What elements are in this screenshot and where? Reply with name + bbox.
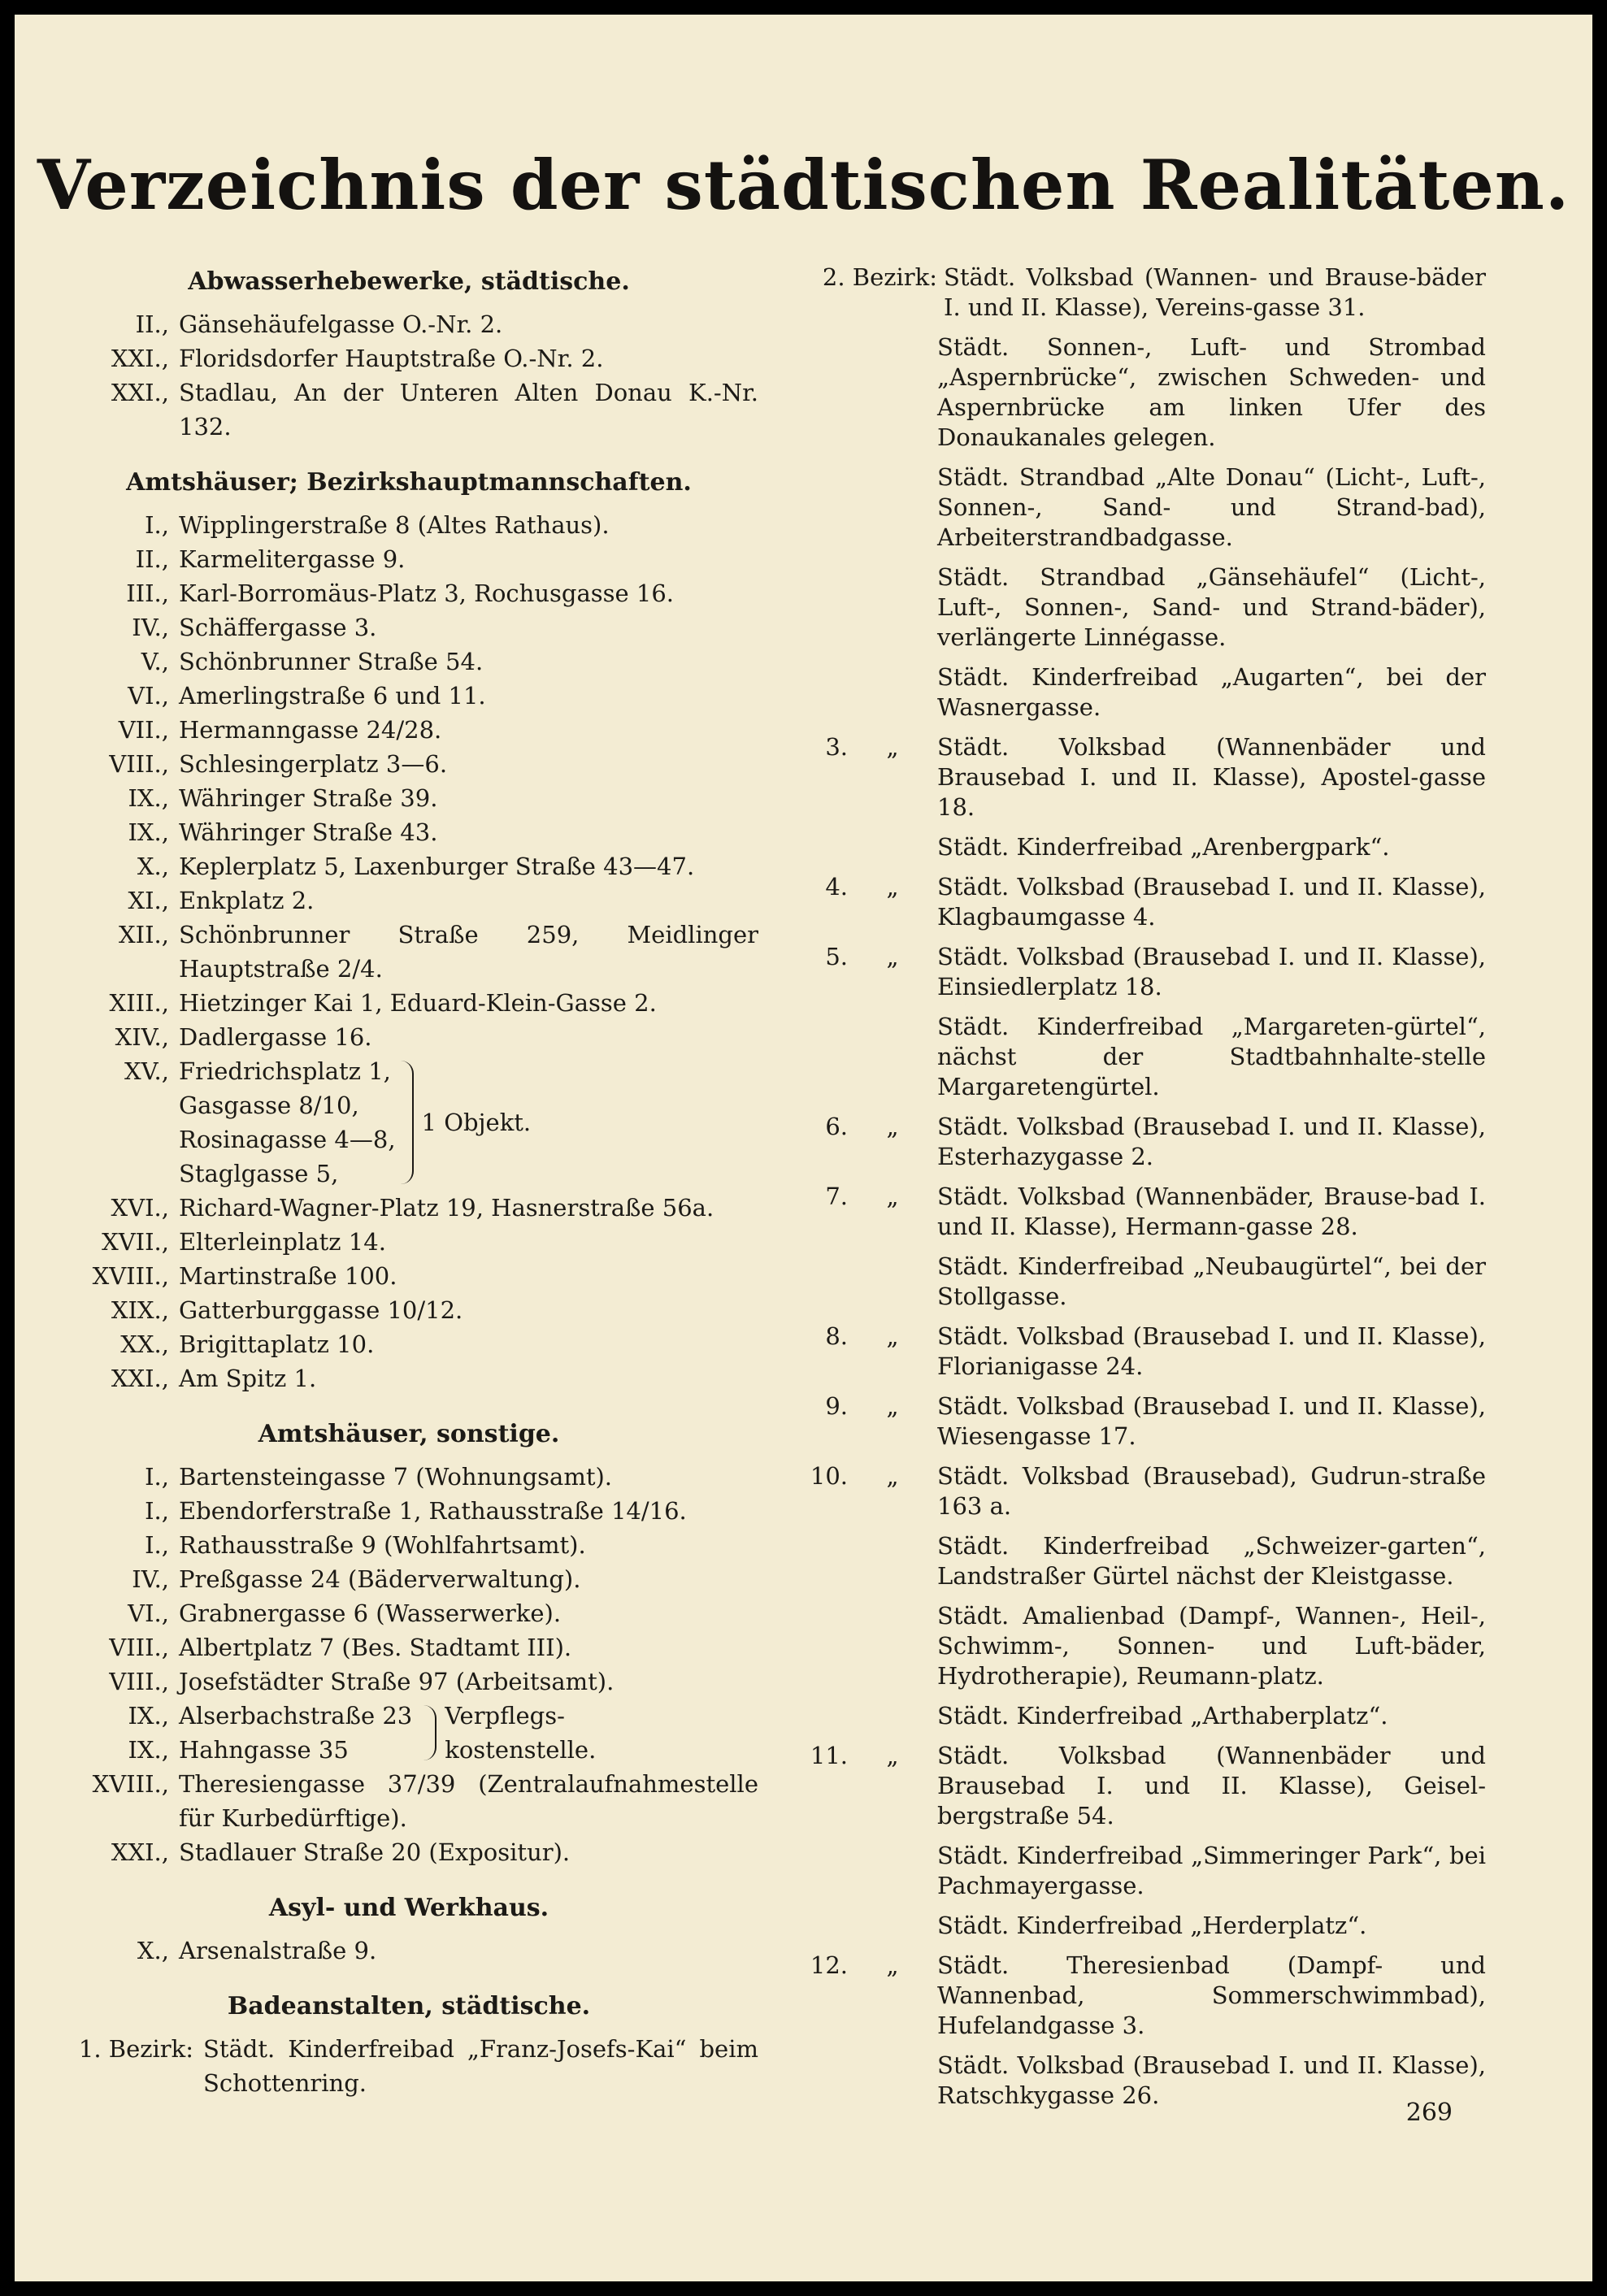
ditto-mark: „: [886, 733, 899, 761]
list-item: [771, 1741, 1486, 1831]
list-item: [771, 1391, 1486, 1452]
list-item: [59, 986, 758, 1020]
district-number: 9.: [825, 1392, 848, 1420]
curly-brace: [401, 1061, 414, 1184]
list-item: [59, 781, 758, 815]
entry-list: [59, 307, 758, 444]
facility-text: Städt. Kinderfreibad „Arthaberplatz“.: [937, 1702, 1388, 1730]
address-text: Stadlauer Straße 20 (Expositur).: [179, 1838, 571, 1866]
facility-text: Städt. Volksbad (Wannen- und Brause-bäder I. und II. Klasse), Vereins-gasse 31.: [944, 263, 1486, 321]
district-number: IX.,: [128, 1702, 169, 1730]
section-heading: Amtshäuser, sonstige.: [258, 1420, 560, 1448]
facility-text: Städt. Volksbad (Wannenbäder und Brausebad I. und II. Klasse), Geisel-bergstraße 54.: [937, 1742, 1486, 1829]
document-page: [15, 15, 1592, 2281]
address-text: Dadlergasse 16.: [179, 1023, 372, 1051]
address-text: Enkplatz 2.: [179, 887, 315, 914]
address-text: Theresiengasse 37/39 (Zentralaufnahmestelle für Kurbedürftige).: [179, 1770, 758, 1832]
address-text: Karmelitergasse 9.: [179, 545, 406, 573]
list-item: [771, 1182, 1486, 1242]
list-item: [771, 263, 1486, 323]
facility-text: Städt. Strandbad „Gänsehäufel“ (Licht-, Luft-, Sonnen-, Sand- und Strand-bäder), verlängerte Linnégasse.: [937, 563, 1486, 651]
brace-note-line: Verpflegs-: [445, 1702, 565, 1730]
address-text: Richard-Wagner-Platz 19, Hasnerstraße 56a.: [179, 1194, 714, 1222]
district-number: XVIII.,: [92, 1262, 169, 1290]
district-number: XXI.,: [111, 345, 169, 372]
brace-note: 1 Objekt.: [421, 1109, 532, 1136]
address-text: Währinger Straße 39.: [179, 784, 438, 812]
address-text: Ebendorferstraße 1, Rathausstraße 14/16.: [179, 1497, 687, 1525]
address-text: Karl-Borromäus-Platz 3, Rochusgasse 16.: [179, 579, 674, 607]
list-item: [59, 1327, 758, 1361]
list-item: [59, 1562, 758, 1596]
list-item: [59, 1020, 758, 1054]
list-item: [59, 747, 758, 781]
ditto-mark: „: [886, 1742, 899, 1769]
list-item: [59, 2032, 758, 2100]
address-text: Preßgasse 24 (Bäderverwaltung).: [179, 1565, 581, 1593]
district-number: II.,: [135, 545, 169, 573]
list-item: [771, 1461, 1486, 1521]
list-item: [59, 713, 758, 747]
list-item: [771, 1112, 1486, 1172]
ditto-mark: „: [886, 943, 899, 970]
section-heading: Abwasserhebewerke, städtische.: [188, 267, 630, 296]
district-label: 1. Bezirk:: [78, 2035, 193, 2063]
facility-text: Städt. Volksbad (Brausebad I. und II. Klasse), Einsiedlerplatz 18.: [937, 943, 1486, 1000]
district-number: VII.,: [118, 716, 169, 744]
list-item: [59, 1596, 758, 1630]
district-number: XXI.,: [111, 379, 169, 406]
facility-text: Städt. Volksbad (Brausebad I. und II. Klasse), Florianigasse 24.: [937, 1322, 1486, 1380]
braced-address-lines: [59, 1699, 412, 1767]
entry-list: [59, 1460, 758, 1869]
list-item: [59, 508, 758, 542]
district-number: IV.,: [132, 1565, 169, 1593]
list-item: [59, 610, 758, 645]
district-number: XIII.,: [109, 989, 169, 1017]
facility-text: Städt. Volksbad (Wannenbäder, Brause-bad I. und II. Klasse), Hermann-gasse 28.: [937, 1183, 1486, 1240]
address-text: Hermanngasse 24/28.: [179, 716, 442, 744]
list-item: [59, 1630, 758, 1664]
address-line: Rosinagasse 4—8,: [179, 1126, 396, 1153]
district-number: XI.,: [128, 887, 169, 914]
district-number: XV.,: [124, 1057, 169, 1085]
ditto-mark: „: [886, 1113, 899, 1140]
facility-text: Städt. Volksbad (Brausebad I. und II. Klasse), Esterhazygasse 2.: [937, 1113, 1486, 1170]
facility-text: Städt. Kinderfreibad „Schweizer-garten“, Landstraßer Gürtel nächst der Kleistgasse.: [937, 1532, 1486, 1590]
district-number: XXI.,: [111, 1365, 169, 1392]
right-column: [771, 263, 1486, 2120]
ditto-mark: „: [886, 1951, 899, 1979]
list-item: [59, 1664, 758, 1699]
district-number: XXI.,: [111, 1838, 169, 1866]
district-number: XX.,: [120, 1330, 169, 1358]
district-number: IX.,: [128, 818, 169, 846]
curly-brace: [423, 1705, 436, 1760]
district-number: VIII.,: [109, 1634, 169, 1661]
address-text: Martinstraße 100.: [179, 1262, 397, 1290]
address-text: Gatterburggasse 10/12.: [179, 1296, 463, 1324]
address-text: Josefstädter Straße 97 (Arbeitsamt).: [179, 1668, 615, 1695]
address-text: Stadlau, An der Unteren Alten Donau K.-Nr. 132.: [179, 379, 758, 441]
list-item: [771, 732, 1486, 822]
list-item: [59, 341, 758, 375]
address-text: Amerlingstraße 6 und 11.: [179, 682, 486, 710]
list-item: [59, 375, 758, 444]
list-item: [771, 1322, 1486, 1382]
list-item: [771, 942, 1486, 1002]
district-number: 11.: [810, 1742, 848, 1769]
district-number: VIII.,: [109, 750, 169, 778]
address-text: Rathausstraße 9 (Wohlfahrtsamt).: [179, 1531, 586, 1559]
list-item: [59, 1835, 758, 1869]
district-number: V.,: [141, 648, 169, 675]
district-number: 12.: [810, 1951, 848, 1979]
list-item: [59, 1259, 758, 1293]
ditto-mark: „: [886, 1392, 899, 1420]
district-number: I.,: [145, 1531, 169, 1559]
section-heading: Asyl- und Werkhaus.: [268, 1894, 549, 1922]
district-number: XVII.,: [102, 1228, 169, 1256]
facility-text: Städt. Volksbad (Brausebad I. und II. Klasse), Klagbaumgasse 4.: [937, 873, 1486, 931]
address-text: Keplerplatz 5, Laxenburger Straße 43—47.: [179, 853, 695, 880]
address-text: Brigittaplatz 10.: [179, 1330, 375, 1358]
district-number: IX.,: [128, 1736, 169, 1764]
address-text: Hietzinger Kai 1, Eduard-Klein-Gasse 2.: [179, 989, 657, 1017]
facility-text: Städt. Kinderfreibad „Arenbergpark“.: [937, 833, 1390, 861]
address-text: Albertplatz 7 (Bes. Stadtamt III).: [179, 1634, 572, 1661]
district-number: 7.: [825, 1183, 848, 1210]
address-text: Schäffergasse 3.: [179, 614, 377, 641]
list-item: [59, 815, 758, 849]
district-number: XIV.,: [115, 1023, 169, 1051]
list-item: [59, 576, 758, 610]
address-text: Elterleinplatz 14.: [179, 1228, 386, 1256]
facility-text: Städt. Volksbad (Brausebad I. und II. Klasse), Ratschkygasse 26.: [937, 2051, 1486, 2109]
district-number: I.,: [145, 1463, 169, 1491]
district-number: X.,: [137, 853, 169, 880]
list-item: [59, 918, 758, 986]
list-item: [59, 1361, 758, 1395]
list-item: [59, 645, 758, 679]
address-line: Staglgasse 5,: [179, 1160, 339, 1187]
list-item: [59, 679, 758, 713]
facility-text: Städt. Kinderfreibad „Herderplatz“.: [937, 1912, 1367, 1939]
list-item: [59, 1225, 758, 1259]
district-number: VI.,: [128, 682, 169, 710]
list-item: [59, 1934, 758, 1968]
district-number: 10.: [810, 1462, 848, 1490]
district-number: IV.,: [132, 614, 169, 641]
list-item: [59, 307, 758, 341]
address-text: Schlesingerplatz 3—6.: [179, 750, 448, 778]
brace-note-line: kostenstelle.: [445, 1736, 597, 1764]
district-number: VIII.,: [109, 1668, 169, 1695]
list-item: [59, 1191, 758, 1225]
braced-entry: [59, 1054, 758, 1191]
entry-list: [59, 508, 758, 1395]
section-heading: Badeanstalten, städtische.: [227, 1992, 591, 2020]
list-item: [59, 849, 758, 883]
district-number: 6.: [825, 1113, 848, 1140]
district-number: X.,: [137, 1937, 169, 1964]
left-column: [59, 263, 758, 2100]
braced-address-lines: [179, 1054, 396, 1191]
facility-text: Städt. Volksbad (Brausebad), Gudrun-straße 163 a.: [937, 1462, 1486, 1520]
list-item: [59, 1528, 758, 1562]
page-number: 269: [1405, 2099, 1453, 2127]
facility-text: Städt. Kinderfreibad „Margareten-gürtel“, nächst der Stadtbahnhalte-stelle Margaretengürtel.: [937, 1013, 1486, 1100]
address-text: Floridsdorfer Hauptstraße O.-Nr. 2.: [179, 345, 604, 372]
address-text: Alserbachstraße 23: [179, 1702, 413, 1730]
ditto-mark: „: [886, 1322, 899, 1350]
district-number: 5.: [825, 943, 848, 970]
facility-text: Städt. Amalienbad (Dampf-, Wannen-, Heil-, Schwimm-, Sonnen- und Luft-bäder, Hydrotherapie), Reumann-platz.: [937, 1602, 1486, 1690]
section-heading: Amtshäuser; Bezirkshauptmannschaften.: [126, 468, 692, 497]
district-number: I.,: [145, 1497, 169, 1525]
facility-text: Städt. Theresienbad (Dampf- und Wannenbad, Sommerschwimmbad), Hufelandgasse 3.: [937, 1951, 1486, 2039]
address-text: Gänsehäufelgasse O.-Nr. 2.: [179, 310, 503, 338]
list-item: [59, 1767, 758, 1835]
list-item: [59, 1460, 758, 1494]
district-number: XVI.,: [111, 1194, 169, 1222]
list-item: [59, 542, 758, 576]
district-number: XIX.,: [111, 1296, 169, 1324]
district-number: I.,: [145, 511, 169, 539]
district-number: XII.,: [119, 921, 169, 948]
address-text: Schönbrunner Straße 259, Meidlinger Hauptstraße 2/4.: [179, 921, 758, 983]
address-text: Hahngasse 35: [179, 1736, 349, 1764]
address-text: Grabnergasse 6 (Wasserwerke).: [179, 1599, 562, 1627]
brace-note: [445, 1699, 596, 1767]
list-item: [59, 883, 758, 918]
ditto-mark: „: [886, 1462, 899, 1490]
address-line: Friedrichsplatz 1,: [179, 1057, 391, 1085]
facility-text: Städt. Volksbad (Brausebad I. und II. Klasse), Wiesengasse 17.: [937, 1392, 1486, 1450]
district-number: 8.: [825, 1322, 848, 1350]
facility-text: Städt. Strandbad „Alte Donau“ (Licht-, Luft-, Sonnen-, Sand- und Strand-bad), Arbeiterstrandbadgasse.: [937, 463, 1486, 551]
list-item: [59, 1494, 758, 1528]
address-text: Bartensteingasse 7 (Wohnungsamt).: [179, 1463, 613, 1491]
address-text: Währinger Straße 43.: [179, 818, 438, 846]
address-line: Gasgasse 8/10,: [179, 1092, 359, 1119]
address-text: Am Spitz 1.: [179, 1365, 317, 1392]
facility-text: Städt. Sonnen-, Luft- und Strombad „Aspernbrücke“, zwischen Schweden- und Aspernbrücke am linken Ufer des Donaukanales gelegen.: [937, 333, 1486, 451]
facility-text: Städt. Kinderfreibad „Franz-Josefs-Kai“ beim Schottenring.: [203, 2035, 758, 2097]
district-number: VI.,: [128, 1599, 169, 1627]
facility-text: Städt. Kinderfreibad „Augarten“, bei der Wasnergasse.: [937, 663, 1486, 721]
facility-text: Städt. Kinderfreibad „Neubaugürtel“, bei der Stollgasse.: [937, 1252, 1486, 1310]
district-number: IX.,: [128, 784, 169, 812]
ditto-mark: „: [886, 873, 899, 901]
address-text: Wipplingerstraße 8 (Altes Rathaus).: [179, 511, 610, 539]
district-label: 2. Bezirk:: [822, 263, 937, 291]
ditto-mark: „: [886, 1183, 899, 1210]
braced-entry: [59, 1699, 758, 1767]
address-text: Arsenalstraße 9.: [179, 1937, 377, 1964]
facility-text: Städt. Volksbad (Wannenbäder und Brausebad I. und II. Klasse), Apostel-gasse 18.: [937, 733, 1486, 821]
district-number: III.,: [126, 579, 169, 607]
district-number: 4.: [825, 873, 848, 901]
district-number: II.,: [135, 310, 169, 338]
list-item: [771, 872, 1486, 932]
page-title: Verzeichnis der städtischen Realitäten.: [37, 145, 1570, 225]
district-number: XVIII.,: [92, 1770, 169, 1798]
list-item: [59, 1293, 758, 1327]
district-number: 3.: [825, 733, 848, 761]
list-item: [771, 1951, 1486, 2041]
address-text: Schönbrunner Straße 54.: [179, 648, 484, 675]
facility-text: Städt. Kinderfreibad „Simmeringer Park“, bei Pachmayergasse.: [937, 1842, 1486, 1899]
